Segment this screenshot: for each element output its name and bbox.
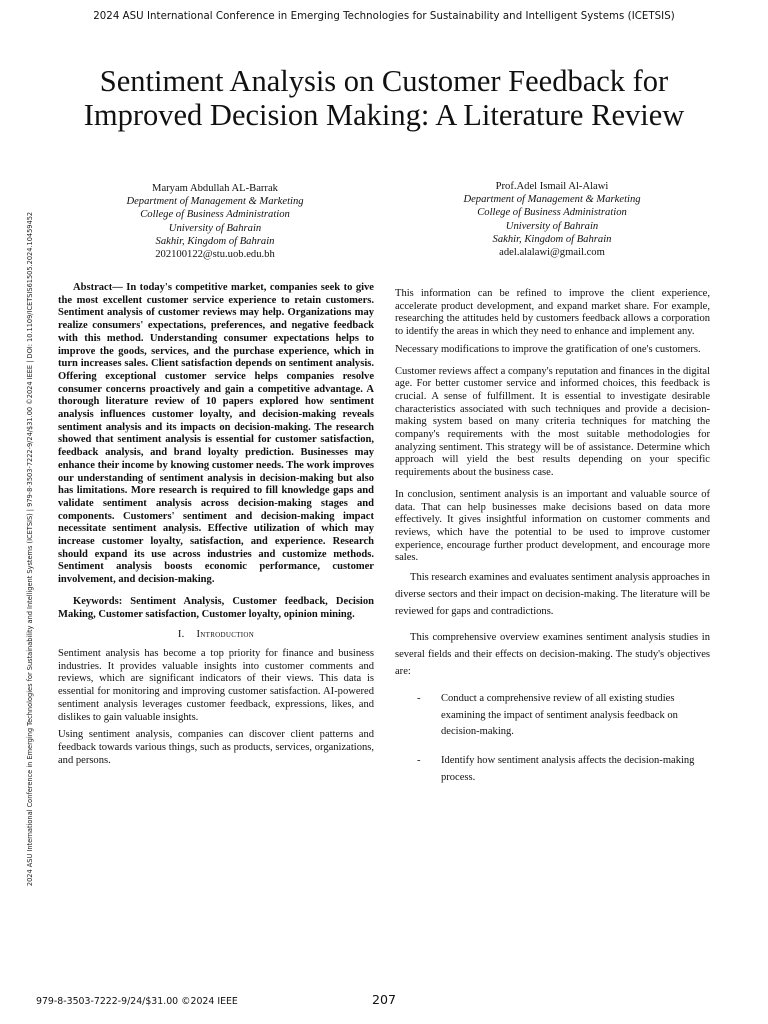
intro-paragraph: Sentiment analysis has become a top priority for finance and business industries. It provides valuable insights into customer comments and reviews, which are significant indicators of their views. This data is essential for monitoring and improving customer satisfaction. AI-powered sentiment analysis leverages customer feedback, expressions, likes, and dislikes to gain valuable insights. (58, 647, 374, 723)
body-paragraph: This research examines and evaluates sentiment analysis approaches in diverse sectors and their impact on decision-making. The literature will be reviewed for gaps and contradictions. (395, 572, 710, 617)
objective-bullet (395, 691, 710, 741)
side-citation-text: 2024 ASU International Conference in Emerging Technologies for Sustainability and Intelligent Systems (ICETSIS) | 979-8-3503-7222-9/24/$31.00 ©2024 IEEE | DOI: 10.1109/ICETSIS61505.2024.10459452 (26, 211, 34, 887)
bullet-text: Conduct a comprehensive review of all existing studies examining the impact of sentiment analysis feedback on decision-making. (441, 692, 678, 738)
section-number: I. (177, 629, 185, 641)
author-university: University of Bahrain (505, 220, 599, 232)
author-college: College of Business Administration (477, 207, 627, 219)
footer-copyright: 979-8-3503-7222-9/24/$31.00 ©2024 IEEE (36, 996, 238, 1007)
author-department: Department of Management & Marketing (463, 194, 641, 206)
author-location: Sakhir, Kingdom of Bahrain (155, 235, 275, 247)
bullet-marker: - (417, 755, 421, 767)
keywords: Keywords: Sentiment Analysis, Customer feedback, Decision Making, Customer satisfaction, Customer loyalty, opinion mining. (58, 595, 374, 620)
body-paragraph: Necessary modifications to improve the gratification of one's customers. (395, 343, 701, 355)
author-university: University of Bahrain (168, 222, 262, 234)
author-department: Department of Management & Marketing (126, 196, 304, 208)
author-block-2 (437, 180, 667, 259)
body-paragraph: Customer reviews affect a company's reputation and finances in the digital age. For better customer service and informed choices, this feedback is crucial. A sense of fulfillment. It is essential to investigate desirable characteristics associated with such techniques and provide a decision-making system based on many criteria techniques for matching the company's requirements with the most suitable methodologies for analyzing sentiment. This strategy will be of assistance. Determine which approach will yield the best results depending on your specific requirements about the business case. (395, 365, 710, 479)
left-column (58, 282, 374, 772)
author-email[interactable]: 202100122@stu.uob.edu.bh (155, 249, 275, 261)
conference-header: 2024 ASU International Conference in Emerging Technologies for Sustainability and Intelligent Systems (ICETSIS) (93, 11, 675, 22)
paper-title (40, 64, 728, 132)
bullet-text: Identify how sentiment analysis affects the decision-making process. (441, 755, 695, 784)
body-paragraph: In conclusion, sentiment analysis is an important and valuable source of data. That can help businesses make decisions based on data more effectively. It gives insightful information on customer comments and reviews, which have the potential to be used to improve customer experience, encourage further product development, and encourage more sales. (395, 488, 710, 564)
objective-bullet (395, 753, 710, 787)
right-column (395, 288, 710, 799)
author-name: Maryam Abdullah AL-Barrak (152, 183, 278, 194)
body-paragraph: This information can be refined to improve the client experience, accelerate product development, and expand market share. For example, researching the attitudes held by customers feedback allows a corporation to identify the areas in which they need to enhance and implement any. (395, 288, 710, 338)
page-number: 207 (372, 992, 397, 1007)
abstract: Abstract— In today's competitive market, companies seek to give the most excellent customer service experience to retain customers. Sentiment analysis of customer reviews may help. Organizations may realize consumers' expectations, preferences, and negative feedback with this method. Understanding consumer expectations helps to improve the goods, services, and the purchase experience, which in turn increases sales. Client satisfaction depends on sentiment analysis. Offering exceptional customer service helps companies resolve consumer concerns proactively and gain a competitive advantage. A thorough literature review of 10 papers explored how sentiment analysis influences customer loyalty, and decision-making reveals sentiment analysis and its impacts on decision-making. The research showed that sentiment analysis is essential for customer satisfaction, feedback analysis, and brand loyalty prediction. Businesses may enhance their income by knowing customer needs. The work improves our understanding of sentiment analysis in decision-making but also has limitations. More research is required to fill knowledge gaps and validate sentiment analysis across decision-making stages and components. Customers' sentiment and decision-making impact necessitate sentiment analysis. Effective utilization of which may increase customer loyalty, satisfaction, and experience. Research should expand its use across industries and customize methods. Sentiment analysis boosts economic performance, customer involvement, and decision-making. (58, 282, 374, 586)
author-name: Prof.Adel Ismail Al-Alawi (495, 181, 609, 192)
author-college: College of Business Administration (140, 209, 290, 221)
section-title: Introduction (196, 629, 255, 641)
author-location: Sakhir, Kingdom of Bahrain (492, 233, 612, 245)
author-block-1 (100, 182, 330, 261)
intro-paragraph: Using sentiment analysis, companies can discover client patterns and feedback towards various things, such as products, services, organizations, and persons. (58, 729, 374, 766)
bullet-marker: - (417, 692, 421, 704)
section-heading (58, 629, 374, 642)
title-line-2: Improved Decision Making: A Literature Review (83, 98, 685, 132)
author-email[interactable]: adel.alalawi@gmail.com (499, 247, 605, 259)
body-paragraph: This comprehensive overview examines sentiment analysis studies in several fields and their effects on decision-making. The study's objectives are: (395, 632, 710, 678)
title-line-1: Sentiment Analysis on Customer Feedback for (99, 64, 669, 98)
